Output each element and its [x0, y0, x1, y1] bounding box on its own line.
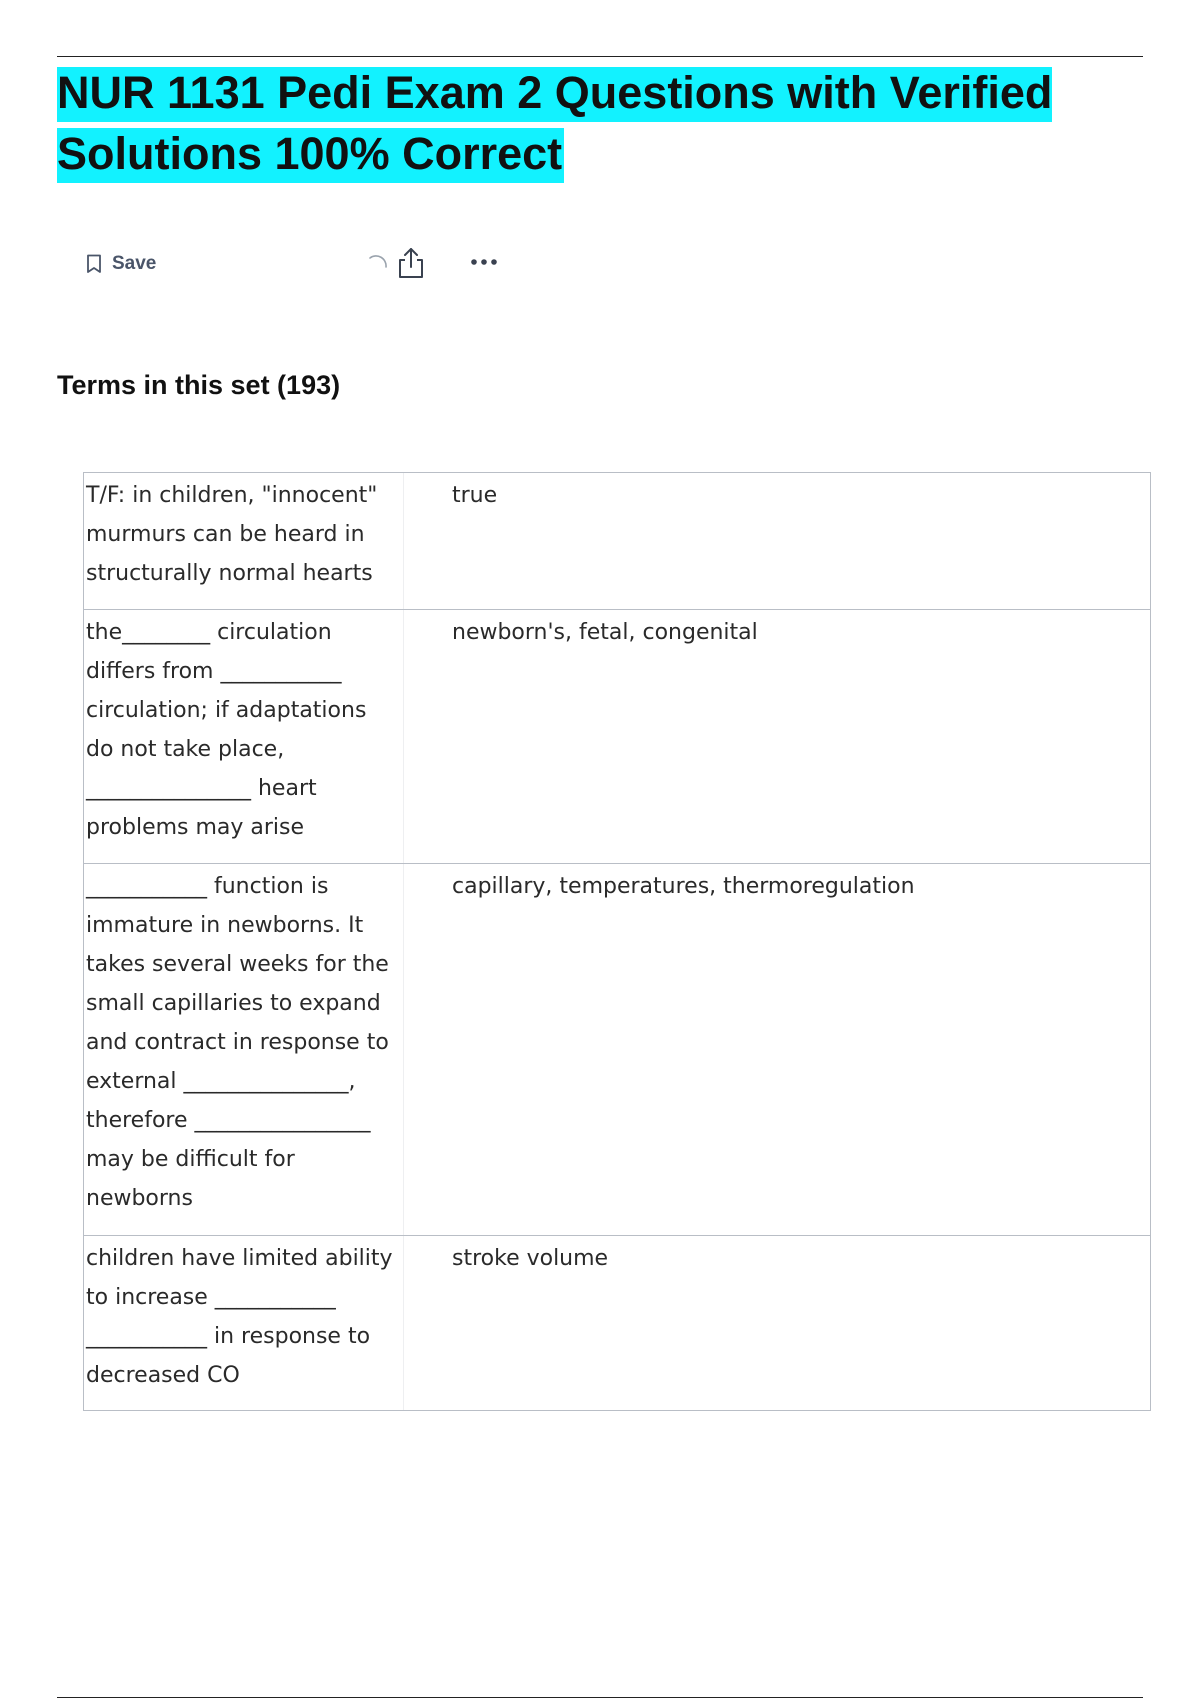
- document-title: [57, 62, 1137, 184]
- term-question: children have limited ability to increase ___________ ___________ in response to decreased CO: [84, 1236, 404, 1410]
- terms-table: [83, 472, 1151, 1411]
- bottom-rule: [57, 1697, 1143, 1698]
- top-rule: [57, 56, 1143, 57]
- term-row: [84, 473, 1150, 610]
- term-answer: capillary, temperatures, thermoregulation: [452, 874, 915, 899]
- term-answer: true: [452, 483, 498, 508]
- spinner-icon: [364, 252, 390, 283]
- term-row: [84, 1236, 1150, 1410]
- term-row: [84, 610, 1150, 864]
- term-question: the________ circulation differs from ___________ circulation; if adaptations do not take place, _______________ heart problems may arise: [84, 610, 404, 863]
- term-question: ___________ function is immature in newborns. It takes several weeks for the small capillaries to expand and contract in response to external _______________, therefore ________________ may be difficult for newborns: [84, 864, 404, 1235]
- term-answer: stroke volume: [452, 1246, 609, 1271]
- action-toolbar: [86, 244, 526, 284]
- term-answer: newborn's, fetal, congenital: [452, 620, 758, 645]
- share-icon[interactable]: [396, 246, 426, 285]
- terms-count-heading: Terms in this set (193): [57, 370, 341, 400]
- title-highlight: NUR 1131 Pedi Exam 2 Questions with Verified Solutions 100% Correct: [57, 67, 1052, 183]
- term-question: T/F: in children, "innocent" murmurs can be heard in structurally normal hearts: [84, 473, 404, 609]
- save-label: Save: [112, 253, 157, 274]
- bookmark-icon: [86, 254, 102, 274]
- more-options-icon[interactable]: [469, 250, 501, 279]
- save-button[interactable]: [86, 244, 156, 284]
- term-row: [84, 864, 1150, 1236]
